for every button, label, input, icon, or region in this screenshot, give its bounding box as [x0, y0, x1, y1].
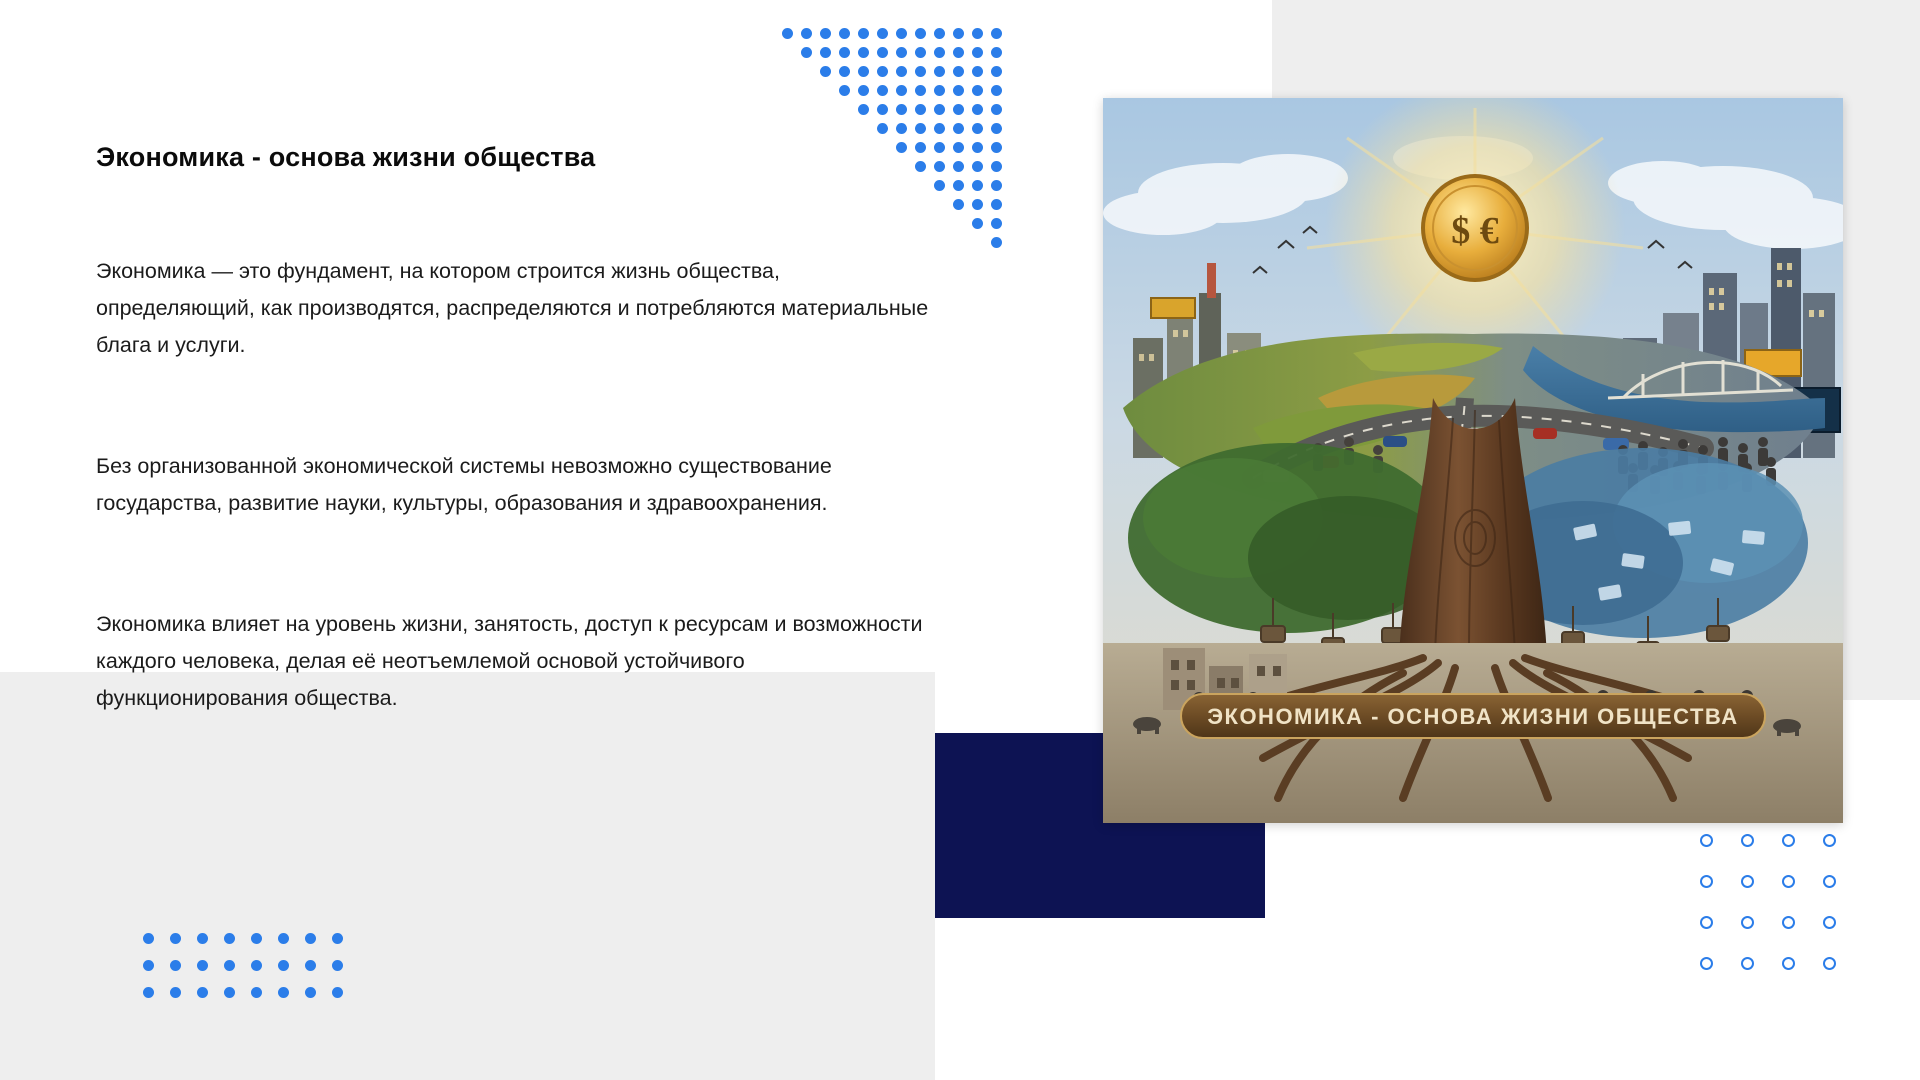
dot-row — [1700, 957, 1864, 998]
dot — [170, 933, 181, 944]
dot — [991, 237, 1002, 248]
illustration-banner — [1181, 694, 1765, 738]
dot — [991, 180, 1002, 191]
dot — [170, 987, 181, 998]
dot — [877, 123, 888, 134]
paragraph-1: Экономика — это фундамент, на котором строится жизнь общества, определяющий, как производятся, распределяются и потребляются материальные блага и услуги. — [96, 259, 929, 358]
dot — [896, 47, 907, 58]
dot — [915, 104, 926, 115]
dot — [972, 180, 983, 191]
dot — [953, 180, 964, 191]
dot — [1741, 916, 1754, 929]
dot — [972, 123, 983, 134]
dot — [991, 47, 1002, 58]
dot — [896, 85, 907, 96]
dot — [953, 199, 964, 210]
dot — [972, 47, 983, 58]
dot — [877, 28, 888, 39]
dot — [1741, 875, 1754, 888]
dot — [1700, 916, 1713, 929]
dot — [332, 933, 343, 944]
dot — [197, 987, 208, 998]
dot — [915, 66, 926, 77]
dot — [877, 47, 888, 58]
dot — [934, 104, 945, 115]
dot-row — [782, 47, 1010, 66]
dot — [953, 28, 964, 39]
dot — [1700, 834, 1713, 847]
dot — [991, 28, 1002, 39]
dot — [858, 28, 869, 39]
dot — [972, 104, 983, 115]
dot — [1782, 957, 1795, 970]
dot — [877, 104, 888, 115]
dot — [896, 123, 907, 134]
dot — [1741, 834, 1754, 847]
dot — [991, 85, 1002, 96]
dot — [1823, 957, 1836, 970]
dot — [251, 933, 262, 944]
dot — [991, 161, 1002, 172]
dot — [858, 47, 869, 58]
dot — [991, 218, 1002, 229]
dot — [143, 933, 154, 944]
dot — [801, 47, 812, 58]
blue-dot-grid — [143, 933, 359, 1014]
dot — [1782, 875, 1795, 888]
dot — [972, 218, 983, 229]
dot — [1782, 834, 1795, 847]
dot — [278, 987, 289, 998]
dot — [820, 47, 831, 58]
dot-row — [782, 28, 1010, 47]
dot — [839, 85, 850, 96]
dot — [820, 66, 831, 77]
dot — [934, 66, 945, 77]
dot — [197, 960, 208, 971]
dot — [953, 66, 964, 77]
dot-row — [782, 85, 1010, 104]
dot — [1823, 875, 1836, 888]
dot — [972, 199, 983, 210]
dot — [934, 28, 945, 39]
background-panel-left — [0, 672, 935, 1080]
dot-row — [782, 104, 1010, 123]
dot — [972, 66, 983, 77]
dot — [858, 104, 869, 115]
dot — [224, 987, 235, 998]
dot — [197, 933, 208, 944]
dot — [972, 85, 983, 96]
dot — [953, 123, 964, 134]
dot — [953, 104, 964, 115]
dot — [782, 28, 793, 39]
dot — [1782, 916, 1795, 929]
dot-row — [143, 960, 359, 987]
dot — [839, 47, 850, 58]
dot — [251, 987, 262, 998]
dot — [1823, 834, 1836, 847]
dot — [915, 85, 926, 96]
dot — [305, 933, 316, 944]
dot — [858, 85, 869, 96]
dot — [839, 28, 850, 39]
tree-of-economy-illustration — [1103, 98, 1843, 823]
dot — [953, 161, 964, 172]
dot — [972, 161, 983, 172]
dot — [915, 47, 926, 58]
slide-text-column — [96, 140, 946, 717]
dot — [224, 933, 235, 944]
dot — [953, 142, 964, 153]
dot — [1700, 875, 1713, 888]
dot — [991, 142, 1002, 153]
dot — [224, 960, 235, 971]
tree-foliage — [1128, 443, 1448, 633]
dot — [801, 28, 812, 39]
dot — [170, 960, 181, 971]
banner-text: ЭКОНОМИКА - ОСНОВА ЖИЗНИ ОБЩЕСТВА — [1207, 704, 1739, 729]
dot — [877, 66, 888, 77]
dot — [915, 28, 926, 39]
illustration-canvas — [1103, 98, 1843, 823]
dot — [972, 28, 983, 39]
dot — [143, 987, 154, 998]
dot — [332, 987, 343, 998]
dot — [991, 66, 1002, 77]
dot — [1700, 957, 1713, 970]
dot-row — [782, 66, 1010, 85]
dot — [278, 933, 289, 944]
dot — [1823, 916, 1836, 929]
paragraph-2: Без организованной экономической системы невозможно существование государства, развитие науки, культуры, образования и здравоохранения. — [96, 454, 832, 515]
dot — [332, 960, 343, 971]
dot-row — [1700, 834, 1864, 875]
dot — [934, 85, 945, 96]
dot — [953, 47, 964, 58]
dot — [305, 987, 316, 998]
dot — [991, 199, 1002, 210]
dot — [305, 960, 316, 971]
dot — [839, 66, 850, 77]
dot — [820, 28, 831, 39]
dot-row — [1700, 875, 1864, 916]
dot — [877, 85, 888, 96]
dot-row — [1700, 916, 1864, 957]
dot — [278, 960, 289, 971]
dot — [251, 960, 262, 971]
dot — [896, 104, 907, 115]
dot — [858, 66, 869, 77]
page-title: Экономика - основа жизни общества — [96, 142, 596, 172]
dot-row — [143, 987, 359, 1014]
dot-row — [143, 933, 359, 960]
dot — [991, 104, 1002, 115]
dot — [896, 66, 907, 77]
dot — [896, 28, 907, 39]
dot — [991, 123, 1002, 134]
dot — [143, 960, 154, 971]
dot — [1741, 957, 1754, 970]
paragraph-3: Экономика влияет на уровень жизни, занятость, доступ к ресурсам и возможности каждого человека, делая её неотъемлемой основой устойчивого функционирования общества. — [96, 611, 923, 710]
dot — [972, 142, 983, 153]
dot — [934, 47, 945, 58]
dot — [953, 85, 964, 96]
dot — [934, 123, 945, 134]
dot — [915, 123, 926, 134]
coin-currency-symbols: $ € — [1451, 210, 1499, 252]
